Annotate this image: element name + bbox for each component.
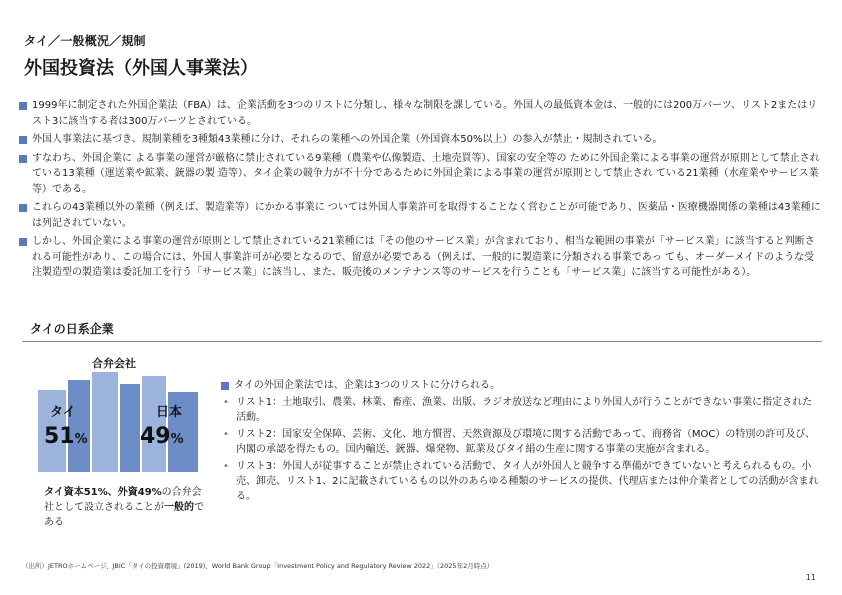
list-item: • リスト3：外国人が従事することが禁止されている活動で、タイ人が外国人と競争する準備ができていないと考えられるもの。小売、卸売、リスト1、2に記載されているもの以外のあらゆる種類のサービスの提供、代理店または仲介業者としての活動が含まれる。 — [223, 461, 819, 502]
bullet-item — [18, 151, 824, 198]
bullet-text: すなわち、外国企業に よる事業の運営が厳格に禁止されている9業種（農業や仏像製造、土地売買等）、国家の安全等の ために外国企業による事業の運営が原則として禁止されている13業種（運送業や鉱業、銃器の製 造等）、タイ企業の競争力が不十分であるために外国企業による事業の運営が原則として禁止され ている21業種（水産業やサービス業等）である。 — [32, 152, 820, 195]
section-divider — [22, 341, 822, 342]
source-note: （出所）JETROホームページ、JBIC「タイの投資環境」(2019)、World Bank Group「Investment Policy and Regulatory Review 2022」（2025年2月時点） — [22, 562, 494, 570]
square-bullet-icon — [19, 136, 27, 144]
buildings-illustration — [38, 372, 198, 472]
bullet-text: しかし、外国企業による事業の運営が原則として禁止されている21業種には「その他のサービス業」が含まれており、相当な範囲の事業が「サービス業」に該当すると判断される可能性があり、この場合には、外国人事業許可が必要となるので、留意が必要である（例えば、一般的に製造業に分類される事業であっ ても、オーダーメイドのような受注製造型の製造業は委託加工を行う「サービス業」に該当し、また、販売後のメンテナンス等のサービスを行うことも「サービス業」に該当する可能性がある）。 — [32, 236, 815, 278]
square-bullet-icon — [19, 102, 27, 110]
list-item: • リスト2：国家安全保障、芸術、文化、地方慣習、天然資源及び環境に関する活動であって、商務省（MOC）の特別の許可及び、内閣の承認を得たもの。国内輸送、銃器、爆発物、鉱業及びタイ絹の生産に関する事業の実施が含まれる。 — [223, 429, 815, 455]
square-bullet-icon — [221, 382, 229, 390]
japan-share: 49% — [140, 424, 184, 449]
list-item: • リスト1：土地取引、農業、林業、畜産、漁業、出版、ラジオ放送など理由により外国人が行うことができない事業に指定された活動。 — [223, 397, 813, 423]
page-title: 外国投資法（外国人事業法） — [24, 58, 258, 79]
bullet-text: 1999年に制定された外国企業法（FBA）は、企業活動を3つのリストに分類し、様々な制限を課している。外国人の最低資本金は、一般的には200万バーツ、リスト2またはリスト3に該当する者は300万バーツとされている。 — [32, 100, 818, 127]
thai-share: 51% — [44, 424, 88, 449]
building-shape — [120, 384, 140, 472]
dot-bullet-icon: • — [223, 461, 229, 472]
section-title: タイの日系企業 — [30, 322, 114, 336]
list-item: タイの外国企業法では、企業は3つのリストに分けられる。 — [220, 378, 820, 393]
building-shape — [92, 372, 118, 472]
list-categories — [220, 378, 820, 506]
dot-bullet-icon: • — [223, 397, 229, 408]
square-bullet-icon — [19, 155, 27, 163]
dot-bullet-icon: • — [223, 429, 229, 440]
bullet-text: 外国人事業法に基づき、規制業種を3種類43業種に分け、それらの業種への外国企業（外国資本50%以上）の参入が禁止・規制されている。 — [32, 134, 663, 145]
page-number: 11 — [805, 573, 816, 582]
jv-note: タイ資本51%、外資49%の合弁会社として設立されることが一般的である — [44, 487, 204, 528]
breadcrumb: タイ／一般概況／規制 — [24, 34, 146, 48]
square-bullet-icon — [19, 204, 27, 212]
bullet-item — [18, 132, 824, 148]
bullet-item — [18, 200, 824, 231]
bullet-list — [18, 98, 824, 284]
thai-label: タイ — [50, 405, 76, 420]
jv-label: 合弁会社 — [92, 357, 136, 370]
japan-label: 日本 — [156, 405, 183, 420]
bullet-item — [18, 234, 824, 281]
square-bullet-icon — [19, 238, 27, 246]
bullet-text: これらの43業種以外の業種（例えば、製造業等）にかかる事業に ついては外国人事業許可を取得することなく営むことが可能であり、医薬品・医療機器関係の業種は43業種には列記されていない。 — [32, 202, 821, 229]
bullet-item — [18, 98, 824, 129]
